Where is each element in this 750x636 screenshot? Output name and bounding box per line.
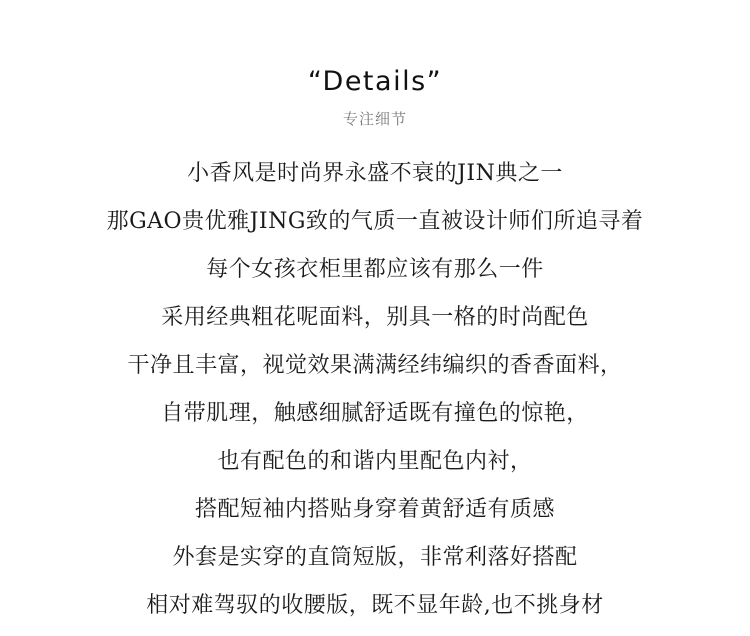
description-line: 那GAO贵优雅JING致的气质一直被设计师们所追寻着 <box>106 209 644 234</box>
description-line: 小香风是时尚界永盛不衰的JIN典之一 <box>187 161 563 186</box>
page-subtitle: 专注细节 <box>342 110 407 128</box>
description-line: 相对难驾驭的收腰版，既不显年龄,也不挑身材 <box>146 593 604 618</box>
page-title: “Details” <box>307 66 443 97</box>
description-line: 外套是实穿的直筒短版，非常利落好搭配 <box>172 545 578 570</box>
description-text-block <box>0 150 750 630</box>
description-line: 也有配色的和谐内里配色内衬， <box>217 449 533 474</box>
description-line: 自带肌理，触感细腻舒适既有撞色的惊艳， <box>161 401 589 426</box>
description-line: 每个女孩衣柜里都应该有那么一件 <box>206 257 544 282</box>
description-line: 采用经典粗花呢面料，别具一格的时尚配色 <box>161 305 589 330</box>
description-line: 搭配短袖内搭贴身穿着黄舒适有质感 <box>194 497 555 522</box>
description-line: 干净且丰富，视觉效果满满经纬编织的香香面料， <box>127 353 623 378</box>
